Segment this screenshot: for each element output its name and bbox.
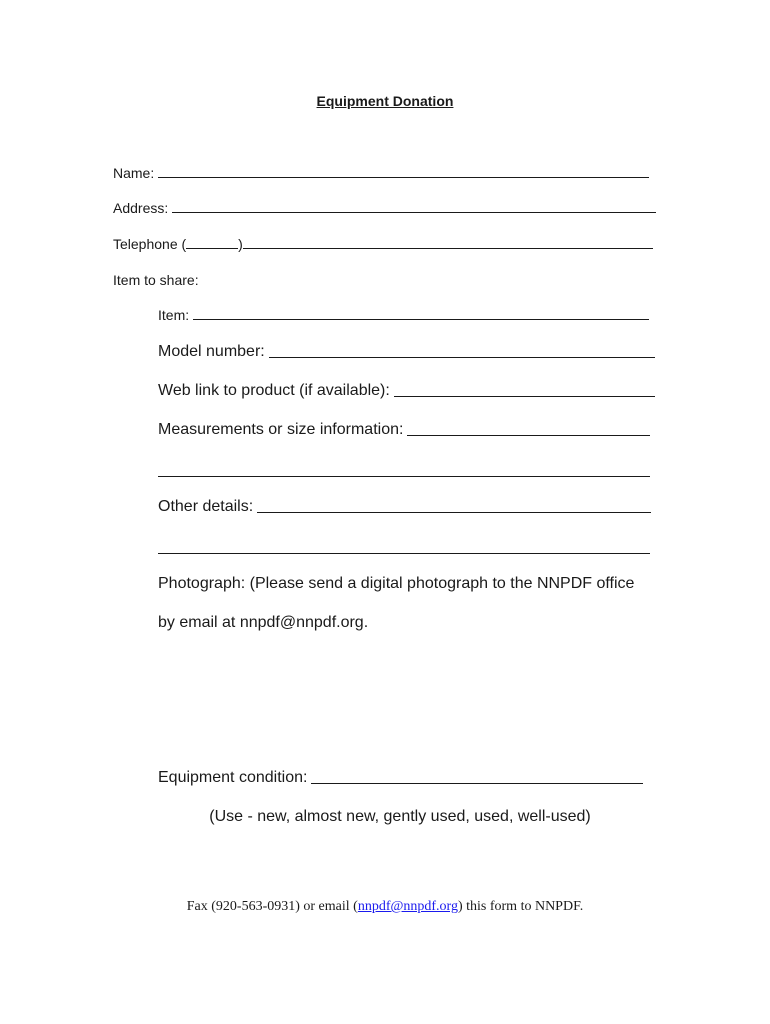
- name-label: Name:: [113, 165, 155, 181]
- telephone-label: Telephone (: [113, 236, 187, 252]
- model-label: Model number:: [158, 343, 265, 360]
- other-details-extra-line[interactable]: [158, 553, 650, 554]
- photograph-instructions-line1: Photograph: (Please send a digital photograph to the NNPDF office: [158, 575, 635, 592]
- form-title: Equipment Donation: [316, 93, 454, 109]
- item-to-share-label: Item to share:: [113, 272, 199, 288]
- other-details-row: [158, 498, 651, 516]
- address-label: Address:: [113, 200, 169, 216]
- weblink-row: [158, 382, 655, 400]
- measurements-extra-line[interactable]: [158, 476, 650, 477]
- measurements-label: Measurements or size information:: [158, 421, 404, 438]
- condition-row: [158, 769, 643, 787]
- address-field[interactable]: [172, 211, 656, 213]
- weblink-field[interactable]: [394, 395, 655, 397]
- footer-suffix: ) this form to NNPDF.: [457, 899, 584, 914]
- condition-hint: (Use - new, almost new, gently used, used, well-used): [209, 808, 591, 825]
- telephone-field[interactable]: [243, 247, 653, 249]
- item-row: [158, 307, 649, 323]
- telephone-close-paren: ): [238, 236, 243, 252]
- weblink-label: Web link to product (if available):: [158, 382, 390, 399]
- footer-prefix: Fax (920-563-0931) or email (: [186, 899, 358, 914]
- measurements-row: [158, 421, 650, 439]
- condition-label: Equipment condition:: [158, 769, 308, 786]
- other-details-field[interactable]: [257, 511, 651, 513]
- condition-field[interactable]: [311, 782, 643, 784]
- other-details-label: Other details:: [158, 498, 254, 515]
- item-field[interactable]: [193, 318, 649, 320]
- model-row: [158, 343, 655, 361]
- name-row: [113, 165, 649, 181]
- address-row: [113, 200, 656, 216]
- area-code-field[interactable]: [186, 247, 238, 249]
- item-label: Item:: [158, 307, 190, 323]
- measurements-field[interactable]: [407, 434, 650, 436]
- footer-instructions: [0, 899, 770, 915]
- model-field[interactable]: [269, 356, 655, 358]
- footer-email-link[interactable]: nnpdf@nnpdf.org: [357, 899, 458, 914]
- photograph-instructions-line2: by email at nnpdf@nnpdf.org.: [158, 614, 369, 631]
- name-field[interactable]: [158, 176, 649, 178]
- telephone-row: [113, 236, 653, 252]
